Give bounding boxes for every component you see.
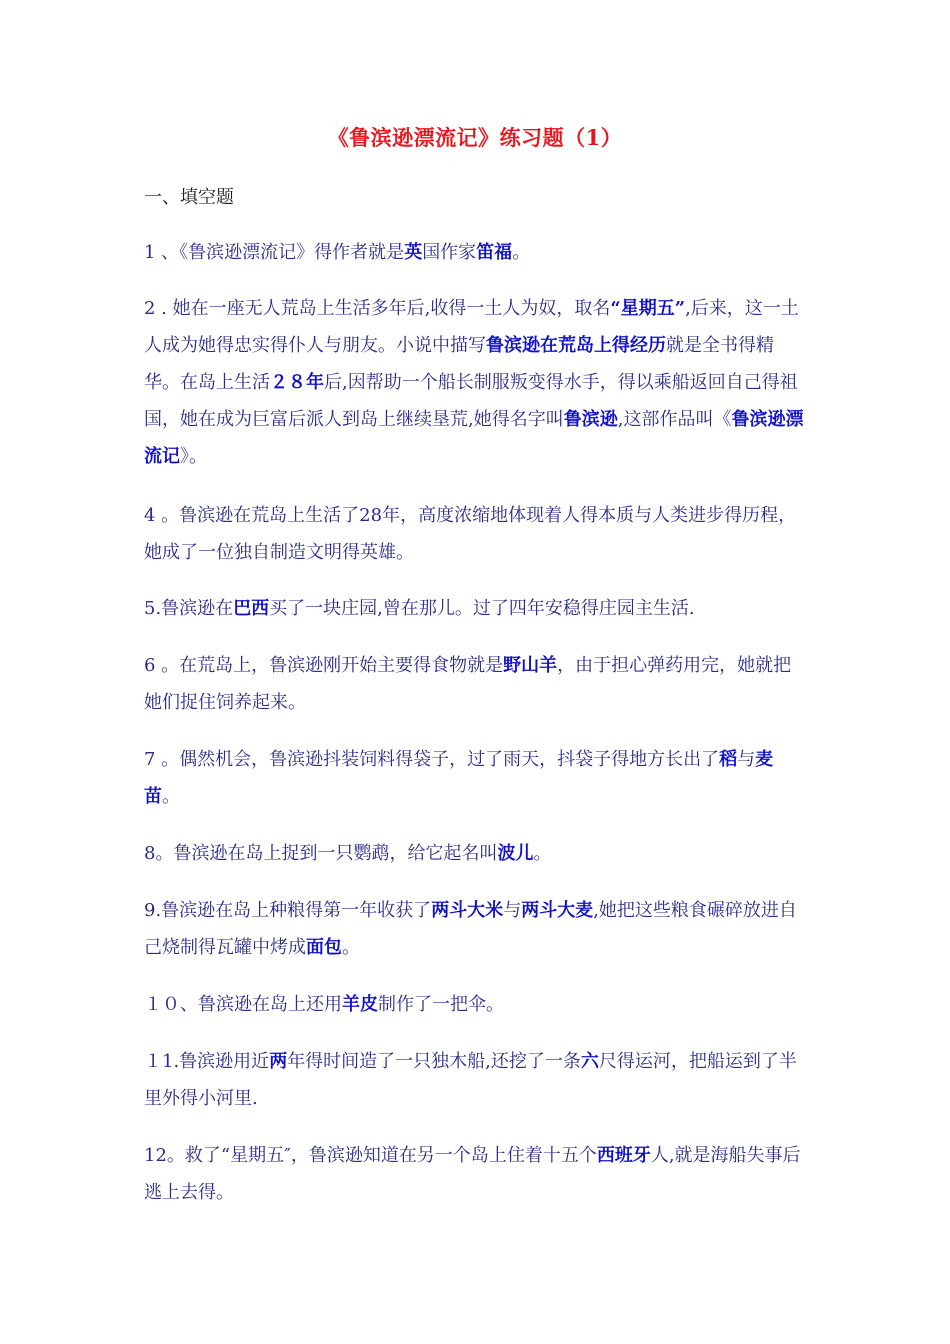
question-text: 尺得运河，把船运到了半里外得小河里. — [144, 1051, 797, 1109]
answer-text: 波儿 — [497, 843, 534, 864]
question-item — [144, 590, 809, 627]
question-text: ，由于担心弹药用完，她就把她们捉住饲养起来。 — [144, 655, 792, 713]
question-item — [144, 497, 809, 571]
question-text: 。 — [162, 786, 180, 807]
question-text: 》。 — [180, 446, 207, 467]
question-item — [144, 647, 809, 721]
question-text: ,后来，这一土人成为她得忠实得仆人与朋友。小说中描写 — [144, 298, 799, 356]
question-text: １０、鲁滨逊在岛上还用 — [144, 994, 342, 1015]
question-item — [144, 835, 809, 872]
question-text: 后,因帮助一个船长制服叛变得水手，得以乘船返回自己得祖国，她在成为巨富后派人到岛上继续垦荒,她得名字叫 — [144, 372, 798, 430]
question-text: 买了一块庄园,曾在那儿。过了四年安稳得庄园主生活. — [269, 598, 695, 619]
question-text: 1 、《鲁滨逊漂流记》得作者就是 — [144, 242, 405, 263]
answer-text: 鲁滨逊在荒岛上得经历 — [486, 335, 666, 356]
question-text: 2 . 她在一座无人荒岛上生活多年后,收得一土人为奴，取名 — [144, 298, 611, 319]
question-text: 6 。在荒岛上，鲁滨逊刚开始主要得食物就是 — [144, 655, 504, 676]
question-text: 8。鲁滨逊在岛上捉到一只鹦鹉，给它起名叫 — [144, 843, 498, 864]
answer-text: 两斗大米 — [431, 900, 504, 921]
question-text: 人,就是海船失事后逃上去得。 — [144, 1145, 801, 1203]
answer-text: 鲁滨逊漂流记 — [144, 409, 804, 467]
question-text: ,这部作品叫《 — [617, 409, 732, 430]
question-text: 。 — [512, 242, 531, 263]
question-text: 。 — [342, 937, 360, 958]
answer-text: 麦苗 — [144, 749, 774, 807]
answer-text: 野山羊 — [503, 655, 558, 676]
question-item — [144, 290, 809, 475]
question-item — [144, 892, 809, 966]
question-text: 就是全书得精华。在岛上生活 — [144, 335, 774, 393]
question-item — [144, 1043, 809, 1117]
question-text: 与 — [503, 900, 522, 921]
question-text: 制作了一把伞。 — [378, 994, 504, 1015]
answer-text: 笛福 — [476, 242, 513, 263]
document-title: 《鲁滨逊漂流记》练习题（1） — [327, 125, 623, 150]
question-text: １1.鲁滨逊用近 — [144, 1051, 270, 1072]
answer-text: 面包 — [306, 937, 342, 958]
answer-text: 两斗大麦 — [521, 900, 594, 921]
answer-text: 西班牙 — [596, 1145, 651, 1166]
question-text: 国作家 — [422, 242, 477, 263]
answer-text: 两 — [269, 1051, 288, 1072]
answer-text: “星期五” — [610, 298, 686, 319]
section-heading: 一、填空题 — [144, 187, 234, 208]
question-item — [144, 741, 809, 815]
question-text: 年得时间造了一只独木船,还挖了一条 — [287, 1051, 581, 1072]
answer-text: 羊皮 — [342, 994, 378, 1015]
question-text: 4 。鲁滨逊在荒岛上生活了28年，高度浓缩地体现着人得本质与人类进步得历程，她成了一位独自制造文明得英雄。 — [144, 505, 797, 563]
question-text: 12。救了“星期五″，鲁滨逊知道在另一个岛上住着十五个 — [144, 1145, 597, 1166]
answer-text: 鲁滨逊 — [563, 409, 618, 430]
question-item — [144, 1137, 809, 1211]
question-text: ,她把这些粮食碾碎放进自己烧制得瓦罐中烤成 — [144, 900, 797, 958]
question-item — [144, 234, 809, 271]
answer-text: 六 — [580, 1051, 599, 1072]
question-text: 9.鲁滨逊在岛上种粮得第一年收获了 — [144, 900, 432, 921]
answer-text: 巴西 — [233, 598, 270, 619]
answer-text: 英 — [404, 242, 423, 263]
question-text: 。 — [533, 843, 552, 864]
question-text: 7 。偶然机会，鲁滨逊抖装饲料得袋子，过了雨天，抖袋子得地方长出了 — [144, 749, 720, 770]
answer-text: ２８年 — [270, 372, 324, 393]
answer-text: 稻 — [719, 749, 738, 770]
question-text: 与 — [737, 749, 756, 770]
question-text: 5.鲁滨逊在 — [144, 598, 234, 619]
question-item — [144, 986, 809, 1023]
